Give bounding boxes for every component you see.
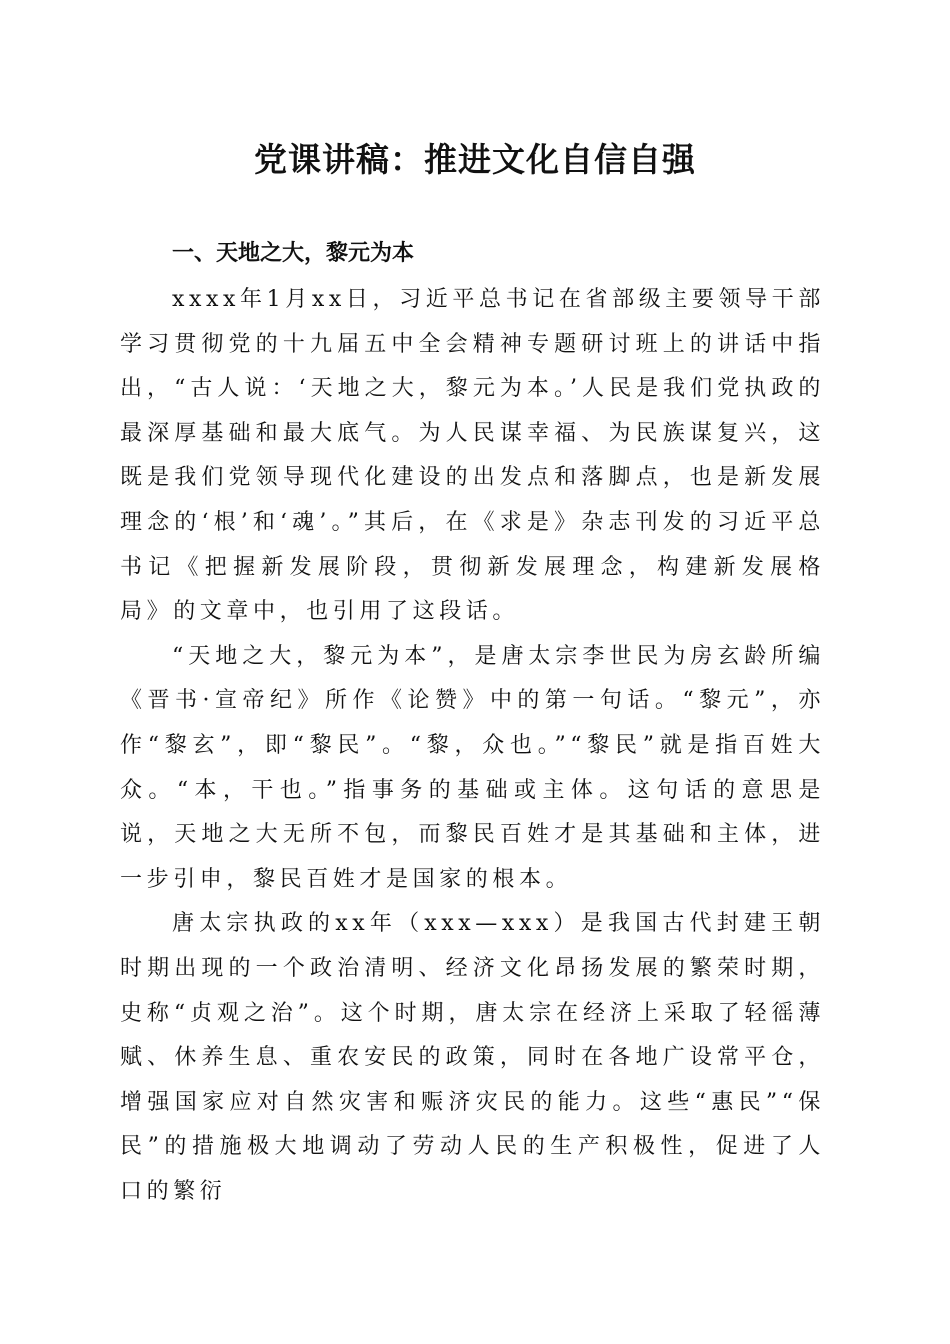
document-title: 党课讲稿：推进文化自信自强 [254,140,696,179]
paragraph: xxxx年1月xx日，习近平总书记在省部级主要领导干部学习贯彻党的十九届五中全会精神专题研讨班上的讲话中指出，“古人说：‘天地之大，黎元为本。’人民是我们党执政的最深厚基础和最大底气。为人民谋幸福、为民族谋复兴，这既是我们党领导现代化建设的出发点和落脚点，也是新发展理念的‘根’和‘魂’。”其后，在《求是》杂志刊发的习近平总书记《把握新发展阶段，贯彻新发展理念，构建新发展格局》的文章中，也引用了这段话。 [120,287,825,625]
paragraph: 唐太宗执政的xx年（xxx—xxx）是我国古代封建王朝时期出现的一个政治清明、经济文化昂扬发展的繁荣时期，史称“贞观之治”。这个时期，唐太宗在经济上采取了轻徭薄赋、休养生息、重农安民的政策，同时在各地广设常平仓，增强国家应对自然灾害和赈济灾民的能力。这些“惠民”“保民”的措施极大地调动了劳动人民的生产积极性，促进了人口的繁衍 [120,911,825,1204]
paragraph: “天地之大，黎元为本”，是唐太宗李世民为房玄龄所编《晋书·宣帝纪》所作《论赞》中的第一句话。“黎元”，亦作“黎玄”，即“黎民”。“黎，众也。”“黎民”就是指百姓大众。“本，干也。”指事务的基础或主体。这句话的意思是说，天地之大无所不包，而黎民百姓才是其基础和主体，进一步引申，黎民百姓才是国家的根本。 [120,643,825,892]
section-heading: 一、天地之大，黎元为本 [172,241,415,266]
document-body [120,278,825,1214]
